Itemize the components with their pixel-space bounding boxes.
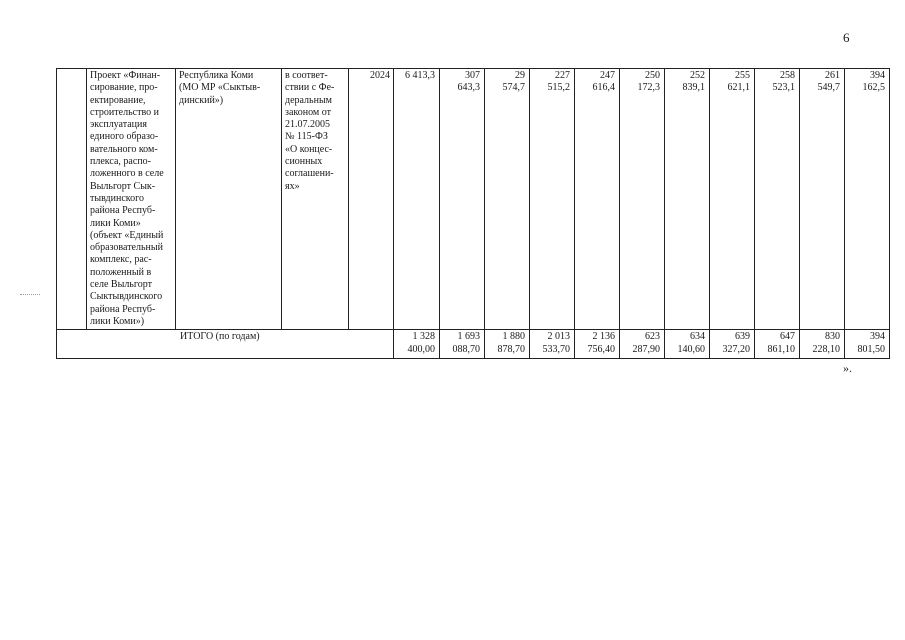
value-line: 574,7 <box>502 82 525 94</box>
value-line: 261 <box>825 70 840 81</box>
project-name-cell <box>87 69 176 330</box>
text-line: Выльгорт Сык- <box>90 180 156 192</box>
value-line: 400,00 <box>407 343 435 355</box>
project-row <box>57 69 890 330</box>
value-line: 1 328 <box>412 331 435 343</box>
text-line: (объект «Единый <box>90 229 164 241</box>
value-line: 639 <box>735 331 750 343</box>
value-line: 533,70 <box>542 343 570 355</box>
value-line: 861,10 <box>767 343 795 355</box>
value-cell <box>485 69 530 330</box>
value-line: 623 <box>645 331 660 343</box>
value-line: 634 <box>690 331 705 343</box>
text-line: ях» <box>285 180 300 192</box>
text-line: ложенного в селе <box>90 168 164 180</box>
year-cell: 2024 <box>349 69 394 330</box>
text-line: в соответ- <box>285 70 328 81</box>
value-line: 1 693 <box>457 331 480 343</box>
value-line: 228,10 <box>812 343 840 355</box>
text-line: 21.07.2005 <box>285 119 330 131</box>
region-cell <box>176 69 282 330</box>
text-line: сирование, про- <box>90 82 158 94</box>
value-line: 172,3 <box>637 82 660 94</box>
text-line: положенный в <box>90 266 152 278</box>
text-line: вательного ком- <box>90 143 158 155</box>
text-line: Проект «Финан- <box>90 70 161 81</box>
value-line: 394 <box>870 331 885 343</box>
text-line: района Респуб- <box>90 205 156 217</box>
text-line: Сыктывдинского <box>90 291 163 303</box>
text-line: законом от <box>285 106 331 118</box>
value-line: 252 <box>690 70 705 81</box>
text-line: ствии с Фе- <box>285 82 335 94</box>
value-line: 647 <box>780 331 795 343</box>
legal-basis-cell <box>282 69 349 330</box>
value-line: 878,70 <box>497 343 525 355</box>
value-line: 616,4 <box>592 82 615 94</box>
total-value-cell <box>440 330 485 359</box>
value-line: 549,7 <box>817 82 840 94</box>
value-line: 643,3 <box>457 82 480 94</box>
text-line: эксплуатация <box>90 119 147 131</box>
total-value-cell <box>800 330 845 359</box>
program-table <box>56 68 890 359</box>
value-line: 801,50 <box>857 343 885 355</box>
value-cell <box>440 69 485 330</box>
value-line: 227 <box>555 70 570 81</box>
text-line: лики Коми» <box>90 217 141 229</box>
text-line: комплекс, рас- <box>90 254 152 266</box>
value-line: 6 413,3 <box>405 70 435 81</box>
text-line: Республика Коми <box>179 70 254 81</box>
value-line: 839,1 <box>682 82 705 94</box>
total-value-cell <box>755 330 800 359</box>
total-value-cell <box>710 330 755 359</box>
value-line: 088,70 <box>452 343 480 355</box>
value-line: 394 <box>870 70 885 81</box>
closing-quote-mark: ». <box>843 361 852 375</box>
text-line: ектирование, <box>90 94 146 106</box>
value-line: 255 <box>735 70 750 81</box>
value-line: 287,90 <box>632 343 660 355</box>
value-cell <box>800 69 845 330</box>
text-line: сионных <box>285 156 323 168</box>
total-row <box>57 330 890 359</box>
value-line: 140,60 <box>677 343 705 355</box>
text-line: образовательный <box>90 242 163 254</box>
value-line: 29 <box>515 70 525 81</box>
row-number-cell <box>57 69 87 330</box>
text-line: «О концес- <box>285 143 333 155</box>
page-number: 6 <box>843 30 850 45</box>
total-value-cell <box>575 330 620 359</box>
value-line: 1 880 <box>502 331 525 343</box>
text-line: плекса, распо- <box>90 156 151 168</box>
value-line: 162,5 <box>862 82 885 94</box>
text-line: (МО МР «Сыктыв- <box>179 82 261 94</box>
total-value-cell <box>620 330 665 359</box>
value-line: 250 <box>645 70 660 81</box>
value-line: 307 <box>465 70 480 81</box>
value-line: 515,2 <box>547 82 570 94</box>
value-line: 830 <box>825 331 840 343</box>
value-cell <box>394 69 440 330</box>
value-cell <box>665 69 710 330</box>
total-value-cell <box>394 330 440 359</box>
text-line: динский») <box>179 94 224 106</box>
text-line: тывдинского <box>90 192 144 204</box>
total-value-cell <box>530 330 575 359</box>
value-cell <box>710 69 755 330</box>
value-cell <box>620 69 665 330</box>
text-line: строительство и <box>90 106 159 118</box>
value-line: 523,1 <box>772 82 795 94</box>
total-value-cell <box>665 330 710 359</box>
total-value-cell <box>485 330 530 359</box>
total-value-cell <box>845 330 890 359</box>
margin-dots <box>20 294 40 295</box>
value-line: 621,1 <box>727 82 750 94</box>
total-label: ИТОГО (по годам) <box>57 330 394 359</box>
text-line: района Респуб- <box>90 303 156 315</box>
value-line: 258 <box>780 70 795 81</box>
value-cell <box>845 69 890 330</box>
value-line: 2 013 <box>547 331 570 343</box>
text-line: селе Выльгорт <box>90 279 152 291</box>
value-cell <box>755 69 800 330</box>
value-line: 756,40 <box>587 343 615 355</box>
value-cell <box>530 69 575 330</box>
text-line: единого образо- <box>90 131 159 143</box>
text-line: лики Коми») <box>90 315 145 327</box>
value-line: 2 136 <box>592 331 615 343</box>
value-line: 247 <box>600 70 615 81</box>
value-line: 327,20 <box>722 343 750 355</box>
text-line: соглашени- <box>285 168 334 180</box>
text-line: № 115-ФЗ <box>285 131 328 143</box>
text-line: деральным <box>285 94 333 106</box>
value-cell <box>575 69 620 330</box>
